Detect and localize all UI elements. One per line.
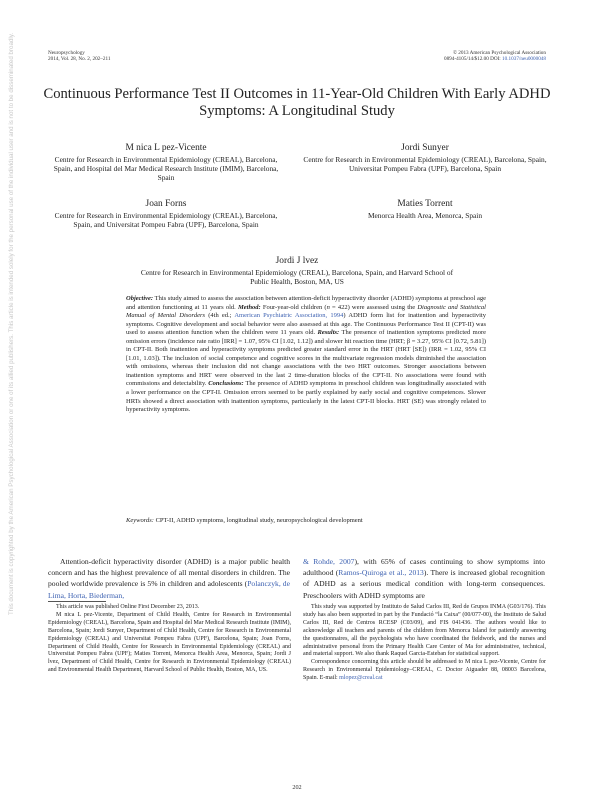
method-text: (4th ed.; bbox=[205, 312, 235, 320]
body-text: ), with 65% of cases continuing to show symptoms into adulthood ( bbox=[303, 557, 545, 578]
objective-text: This study aimed to assess the association between attention-deficit hyperactivity disorder (ADHD) symptoms at preschool age and attention functioning at 11 years old. bbox=[126, 295, 486, 311]
method-text: ) ADHD form list for inattention and hyperactivity symptoms. Cognitive development and social behavior were also assessed at this age. The Continuous Performance Test II (CPT-II) was used to assess attention function when the children were 11 years old. bbox=[126, 312, 486, 337]
issn-doi-line bbox=[444, 56, 546, 62]
body-column-left bbox=[48, 556, 290, 601]
author-block-1 bbox=[46, 143, 286, 183]
correspondence-text: Correspondence concerning this article should be addressed to M nica L pez-Vicente, Centre for Research in Environmental Epidemiology–CREAL, C. Doctor Aiguader 88, 08003 Barcelona, Spain. E-mail: bbox=[303, 659, 546, 682]
body-column-right bbox=[303, 556, 545, 601]
citation-link[interactable]: & Rohde, 2007 bbox=[303, 557, 355, 566]
sample-n: n bbox=[326, 303, 330, 311]
body-text: Attention-deficit hyperactivity disorder (ADHD) is a major public health concern and has the highest prevalence of all mental disorders in children. The pooled worldwide prevalence is 5% in children and adolescents ( bbox=[48, 557, 290, 589]
conclusions-label: Conclusions: bbox=[208, 380, 244, 388]
journal-name: Neuropsychology bbox=[48, 50, 85, 56]
results-text: The presence of inattention symptoms predicted more omission errors (incidence rate ratio [IRR] = 1.07, 95% CI [1.02, 1.12]) and slower hit reaction time (HRT; β = 3.27, 95% CI [0.72, 5.81]) in CPT-II. Both inattention and hyperactivity symptoms predicted greater standard error in the HRT (HRT [SE]) (IRR = 1.02, 95% CI [1.01, 1.03]). The inclusion of social competence and cognitive scores in the multivariate regression models diminished the association with omissions, whereas their inclusion did not change associations with the two HRT outcomes. Stronger associations between inattention symptoms and HRT were observed in the last 2 time-duration blocks of the CPT-II. No associations were found with commissions and detectability. bbox=[126, 329, 486, 388]
volume-line: 2014, Vol. 28, No. 2, 202–211 bbox=[48, 56, 111, 63]
footnote-rule bbox=[48, 601, 106, 602]
conclusions-text: The presence of ADHD symptoms in preschool children was longitudinally associated with a lower performance on the CPT-II. Omission errors seemed to be partly explained by early social and cognitive competences. Slower HRTs showed a direct association with inattention symptoms, particularly in the latest CPT-II blocks. HRT (SE) was strongly related to hyperactivity symptoms. bbox=[126, 380, 486, 414]
footnote-affiliations: M nica L pez-Vicente, Department of Child Health, Centre for Research in Environmental Epidemiology (CREAL), Barcelona, Spain and Hospital del Mar Medical Research Institute (IMIM), Barcelona, Spain; Jordi Sunyer, Department of Child Health, Centre for Research in Environmental Epidemiology (CREAL) and Universitat Pompeu Fabra (UPF), Barcelona, Spain; Joan Forns, Department of Child Health, Centre for Research in Environmental Epidemiology (CREAL) and Universitat Pompeu Fabra (UPF); Maties Torrent, Menorca Health Area, Menorca, Spain; Jordi J lvez, Department of Child Health, Centre for Research in Environmental Epidemiology (CREAL) and Environmental Health Department, Harvard School of Public Health, Boston, MA, US. bbox=[48, 611, 291, 674]
watermark-text: This document is copyrighted by the American Psychological Association or one of its allied publishers. This article is intended solely for the personal use of the individual user and is not to be disseminated broadly. bbox=[8, 32, 15, 615]
author-name: Maties Torrent bbox=[397, 199, 453, 209]
footnote-funding: This study was supported by Instituto de Salud Carlos III, Red de Grupos INMA (G03/176). This study has also been supported in part by the Fundació “la Caixa” (00/077-00), the Instituto de Salud Carlos III, Red de Centros RCESP (C03/09), and FIS 041436. The authors would like to acknowledge all teachers and parents of the children from Menorca Island for patiently answering the questionnaires, all the psychologists who have coordinated the fieldwork, and the nurses and administrative personal from the Primary Health Care Center of Ma for administrative, technical, and material support. We also thank Raquel Garcia-Esteban for statistical support. bbox=[303, 604, 546, 658]
manual-title: Diagnostic and Statistical Manual of Mental Disorders bbox=[126, 303, 486, 320]
citation-link[interactable]: American Psychiatric Association, 1994 bbox=[234, 312, 344, 320]
body-text: ). There is increased global recognition of ADHD as a serious medical condition with long-term consequences. Preschoolers with ADHD symptoms are bbox=[303, 568, 545, 600]
results-label: Results: bbox=[317, 329, 340, 337]
author-affiliation: Centre for Research in Environmental Epidemiology (CREAL), Barcelona, Spain, and Universitat Pompeu Fabra (UPF), Barcelona, Spain bbox=[54, 211, 278, 230]
footnote-correspondence bbox=[303, 659, 546, 683]
author-affiliation: Centre for Research in Environmental Epidemiology (CREAL), Barcelona, Spain, Universitat Pompeu Fabra (UPF), Barcelona, Spain bbox=[303, 155, 547, 174]
running-header-right bbox=[444, 50, 546, 63]
objective-label: Objective: bbox=[126, 295, 154, 302]
doi-link[interactable]: 10.1037/neu0000048 bbox=[502, 56, 546, 63]
issn-text: 0894-4105/14/$12.00 DOI: bbox=[443, 56, 503, 63]
keywords-text: CPT-II, ADHD symptoms, longitudinal study, neuropsychological development bbox=[153, 517, 363, 524]
author-name: Jordi Sunyer bbox=[401, 143, 449, 153]
author-block-3 bbox=[46, 199, 286, 229]
keywords-label: Keywords: bbox=[126, 517, 154, 524]
author-name: Joan Forns bbox=[145, 199, 187, 209]
page-number: 202 bbox=[292, 784, 302, 791]
citation-link[interactable]: Polanczyk, de Lima, Horta, Biederman, bbox=[48, 579, 290, 600]
method-text: = 422) were assessed using the bbox=[329, 303, 418, 311]
copyright-line: © 2013 American Psychological Association bbox=[453, 50, 546, 56]
citation-link[interactable]: Ramos-Quiroga et al., 2013 bbox=[338, 568, 424, 578]
author-name: Jordi J lvez bbox=[275, 256, 319, 266]
author-block-5 bbox=[140, 256, 454, 286]
author-block-2 bbox=[303, 143, 547, 173]
method-label: Method: bbox=[237, 303, 261, 311]
method-text: Four-year-old children ( bbox=[260, 303, 327, 311]
paper-title: Continuous Performance Test II Outcomes in 11-Year-Old Children With Early ADHD Symptoms: A Longitudinal Study bbox=[43, 86, 551, 119]
email-link[interactable]: mlopez@creal.cat bbox=[339, 675, 383, 682]
footnotes-right bbox=[303, 604, 546, 683]
author-affiliation: Centre for Research in Environmental Epidemiology (CREAL), Barcelona, Spain, and Harvard School of Public Health, Boston, MA, US bbox=[140, 268, 454, 287]
keywords bbox=[126, 517, 486, 525]
running-header-left bbox=[48, 50, 110, 63]
footnote-published: This article was published Online First December 23, 2013. bbox=[56, 604, 200, 610]
copyright-watermark bbox=[8, 32, 28, 615]
abstract bbox=[126, 295, 486, 415]
author-affiliation: Centre for Research in Environmental Epidemiology (CREAL), Barcelona, Spain, and Hospital del Mar Medical Research Institute (IMIM), Barcelona, Spain bbox=[53, 155, 279, 183]
author-name: M nica L pez-Vicente bbox=[125, 143, 207, 153]
author-block-4 bbox=[303, 199, 547, 220]
author-affiliation: Menorca Health Area, Menorca, Spain bbox=[367, 211, 483, 220]
footnotes-left bbox=[48, 604, 291, 675]
